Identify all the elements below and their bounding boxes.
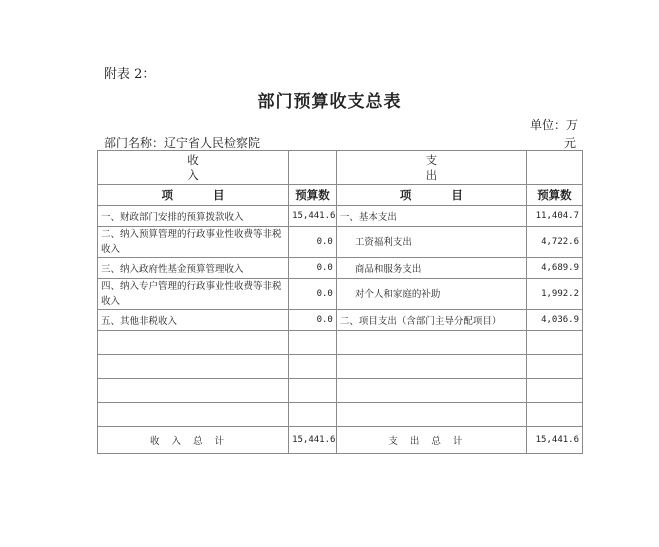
- income-item: 五、其他非税收入: [98, 310, 289, 331]
- expense-total: 15,441.6: [526, 427, 582, 454]
- income-item: 三、纳入政府性基金预算管理收入: [98, 258, 289, 279]
- expense-item: 一、基本支出: [336, 206, 526, 227]
- attachment-label: 附表 2：: [104, 67, 156, 82]
- budget-table: [97, 150, 583, 454]
- income-item: 四、纳入专户管理的行政事业性收费等非税收入: [98, 279, 289, 310]
- table-row: [98, 310, 583, 331]
- empty-row: [98, 403, 583, 427]
- income-amount: 15,441.6: [289, 206, 337, 227]
- column-header-row: [98, 185, 583, 206]
- income-amount: 0.0: [289, 258, 337, 279]
- expense-budget-header: 预算数: [526, 185, 582, 206]
- income-group-header-blank: [289, 151, 337, 185]
- income-budget-header: 预算数: [289, 185, 337, 206]
- unit-label-line1: 单位：万: [530, 118, 579, 132]
- income-item: 一、财政部门安排的预算拨款收入: [98, 206, 289, 227]
- expense-amount: 4,689.9: [526, 258, 582, 279]
- income-total-label: 收入总计: [98, 427, 289, 454]
- empty-row: [98, 355, 583, 379]
- empty-row: [98, 379, 583, 403]
- expense-item-header: 项 目: [336, 185, 526, 206]
- table-row: [98, 206, 583, 227]
- table-row: [98, 227, 583, 258]
- income-group-header: 收 入: [98, 151, 289, 185]
- unit-label-line2: 元: [563, 136, 576, 150]
- income-amount: 0.0: [289, 279, 337, 310]
- expense-group-header: 支 出: [336, 151, 526, 185]
- income-item: 二、纳入预算管理的行政事业性收费等非税收入: [98, 227, 289, 258]
- department-name: 部门名称：辽宁省人民检察院: [104, 136, 261, 150]
- expense-item: 商品和服务支出: [336, 258, 526, 279]
- expense-amount: 1,992.2: [526, 279, 582, 310]
- expense-amount: 4,722.6: [526, 227, 582, 258]
- unit-label: [530, 116, 578, 152]
- income-total: 15,441.6: [289, 427, 337, 454]
- expense-item: 对个人和家庭的补助: [336, 279, 526, 310]
- expense-item: 二、项目支出（含部门主导分配项目）: [336, 310, 526, 331]
- expense-amount: 11,404.7: [526, 206, 582, 227]
- table-row: [98, 279, 583, 310]
- empty-row: [98, 331, 583, 355]
- group-header-row: [98, 151, 583, 185]
- expense-item: 工资福利支出: [336, 227, 526, 258]
- page-title: 部门预算收支总表: [257, 92, 402, 112]
- expense-group-header-blank: [526, 151, 582, 185]
- total-row: [98, 427, 583, 454]
- income-amount: 0.0: [289, 310, 337, 331]
- income-amount: 0.0: [289, 227, 337, 258]
- expense-total-label: 支出总计: [336, 427, 526, 454]
- expense-amount: 4,036.9: [526, 310, 582, 331]
- income-item-header: 项 目: [98, 185, 289, 206]
- table-row: [98, 258, 583, 279]
